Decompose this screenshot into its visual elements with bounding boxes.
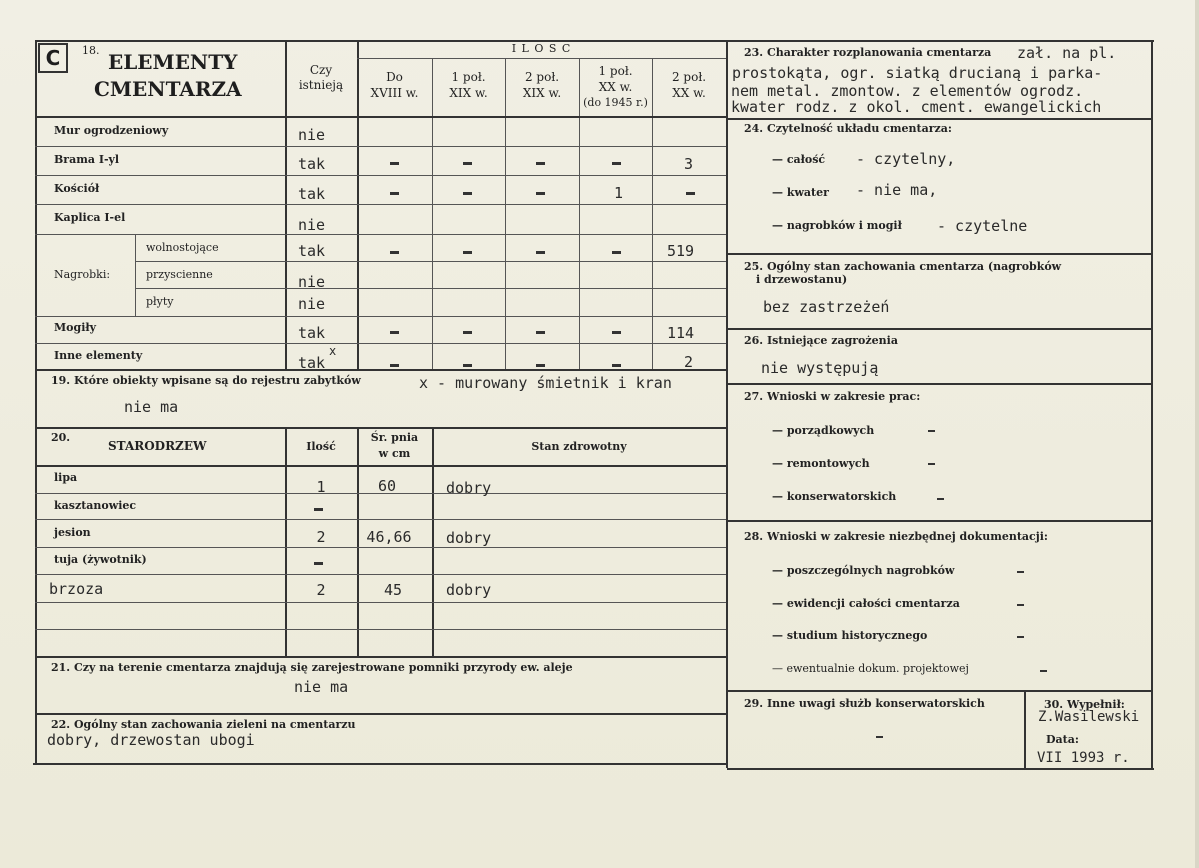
tree-name: lipa bbox=[54, 471, 78, 484]
col-line-p3 bbox=[505, 58, 506, 370]
s26-label: 26. Istniejące zagrożenia bbox=[744, 334, 898, 347]
dash-mark bbox=[390, 162, 399, 165]
dash-mark bbox=[612, 364, 621, 367]
tree-diameter: 60 bbox=[377, 477, 397, 495]
nagrobki-divider bbox=[135, 234, 136, 316]
period-header-5-l2: XX w. bbox=[672, 86, 706, 100]
exists-kaplica: nie bbox=[298, 216, 326, 234]
exists-mogily: tak bbox=[298, 324, 326, 342]
brama-count: 3 bbox=[684, 155, 694, 173]
dash-mark bbox=[536, 162, 545, 165]
col-line-p2 bbox=[432, 58, 433, 370]
s30-date: VII 1993 r. bbox=[1037, 750, 1130, 766]
tree-diameter: 45 bbox=[383, 581, 403, 599]
s20-col-state bbox=[432, 427, 434, 657]
exists-mur: nie bbox=[298, 126, 326, 144]
row-label-wolnostojace: wolnostojące bbox=[146, 241, 219, 254]
dash-mark bbox=[390, 192, 399, 195]
tree-diameter: 46,66 bbox=[366, 528, 412, 546]
dash-mark bbox=[390, 331, 399, 334]
row-line bbox=[135, 261, 726, 262]
s28-item: — poszczególnych nagrobków bbox=[772, 564, 955, 577]
row-label-brama: Brama I-yl bbox=[54, 153, 120, 166]
s19-note: x - murowany śmietnik i kran bbox=[419, 374, 672, 392]
header-bottom bbox=[35, 116, 726, 118]
s20-col-dia-header-2: w cm bbox=[378, 447, 411, 460]
tree-name: jesion bbox=[54, 526, 91, 539]
s26-bottom bbox=[726, 383, 1153, 385]
s23-bottom bbox=[726, 118, 1153, 120]
title-line1: ELEMENTY bbox=[108, 50, 238, 74]
dash-mark bbox=[876, 736, 883, 738]
title-line2: CMENTARZA bbox=[94, 77, 242, 101]
dash-mark bbox=[536, 364, 545, 367]
s23-line2: prostokąta, ogr. siatką drucianą i parka- bbox=[732, 64, 1103, 82]
dash-mark bbox=[612, 162, 621, 165]
ilosc-header: I L O S C bbox=[511, 42, 572, 55]
wolnostojace-count: 519 bbox=[667, 242, 695, 260]
s21-bottom bbox=[35, 713, 726, 715]
dash-mark bbox=[536, 251, 545, 254]
row-line bbox=[135, 288, 726, 289]
exists-kosciol: tak bbox=[298, 185, 326, 203]
s28-item: — ewidencji całości cmentarza bbox=[772, 597, 960, 610]
section-letter-box: C bbox=[38, 43, 68, 73]
s23-line4: kwater rodz. z okol. cment. ewangelickich bbox=[731, 98, 1102, 116]
dash-mark bbox=[1017, 604, 1024, 606]
dash-mark bbox=[928, 463, 935, 465]
s27-item: — porządkowych bbox=[772, 424, 875, 437]
tree-state: dobry bbox=[446, 581, 492, 599]
kosciol-count: 1 bbox=[614, 184, 624, 202]
s24-calosc-label: — całość bbox=[772, 153, 826, 166]
dash-mark bbox=[463, 192, 472, 195]
section-number: 18. bbox=[82, 44, 100, 57]
s25-label-1: 25. Ogólny stan zachowania cmentarza (nagrobków bbox=[744, 260, 1062, 273]
period-header-5-l1: 2 poł. bbox=[671, 70, 707, 84]
s23-line1: zał. na pl. bbox=[1017, 44, 1117, 62]
s23-line3: nem metal. zmontow. z elementów ogrodz. bbox=[731, 82, 1084, 100]
exists-inne: tak bbox=[298, 354, 326, 369]
dash-mark bbox=[390, 364, 399, 367]
period-header-4-l3: (do 1945 r.) bbox=[583, 96, 648, 109]
tree-qty: 1 bbox=[316, 478, 326, 496]
row-label-przyscienne: przyscienne bbox=[146, 268, 213, 281]
s27-label: 27. Wnioski w zakresie prac: bbox=[744, 390, 921, 403]
exists-col-header-2: istnieją bbox=[298, 78, 344, 92]
s24-label: 24. Czytelność układu cmentarza: bbox=[744, 122, 952, 135]
s27-item: — konserwatorskich bbox=[772, 490, 897, 503]
frame-right bbox=[1151, 40, 1153, 768]
dash-mark bbox=[1017, 636, 1024, 638]
tree-state: dobry bbox=[446, 479, 492, 497]
s28-item: — studium historycznego bbox=[772, 629, 928, 642]
exists-col-header-1: Czy bbox=[309, 63, 333, 77]
s22-label: 22. Ogólny stan zachowania zieleni na cmentarzu bbox=[51, 718, 356, 731]
s22-value: dobry, drzewostan ubogi bbox=[47, 731, 255, 749]
s30-date-label: Data: bbox=[1046, 733, 1079, 746]
s25-bottom bbox=[726, 328, 1153, 330]
row-label-plyty: płyty bbox=[146, 295, 174, 308]
s20-col-qty-header: Ilość bbox=[306, 440, 336, 453]
s30-label: 30. Wypełnił: bbox=[1044, 698, 1125, 711]
row-line bbox=[35, 629, 726, 630]
period-header-1-l2: XVIII w. bbox=[370, 86, 419, 100]
dash-mark bbox=[390, 251, 399, 254]
row-line bbox=[35, 204, 726, 205]
dash-mark bbox=[463, 364, 472, 367]
inne-footnote-mark: x bbox=[329, 344, 337, 358]
period-header-2-l2: XIX w. bbox=[449, 86, 488, 100]
period-header-4-l2: XX w. bbox=[598, 80, 633, 94]
s27-item: — remontowych bbox=[772, 457, 870, 470]
inne-count: 2 bbox=[684, 353, 694, 369]
col-line-p5 bbox=[652, 58, 653, 370]
period-header-1-l1: Do bbox=[386, 70, 403, 84]
period-header-3-l1: 2 poł. bbox=[524, 70, 560, 84]
s21-value: nie ma bbox=[294, 678, 349, 696]
s24-bottom bbox=[726, 253, 1153, 255]
s24-kwater-label: — kwater bbox=[772, 186, 829, 199]
s24-nagrobkow-value: - czytelne bbox=[937, 217, 1028, 235]
s19-bottom bbox=[35, 427, 726, 429]
tree-qty: 2 bbox=[316, 581, 326, 599]
row-label-inne: Inne elementy bbox=[54, 349, 143, 362]
frame-bottom-left bbox=[33, 763, 727, 765]
s20-title: STARODRZEW bbox=[108, 439, 207, 453]
s29-label: 29. Inne uwagi służb konserwatorskich bbox=[744, 697, 985, 710]
dash-mark bbox=[612, 331, 621, 334]
s24-nagrobkow-label: — nagrobków i mogił bbox=[772, 219, 902, 232]
tree-name: kasztanowiec bbox=[54, 499, 137, 512]
tree-name: tuja (żywotnik) bbox=[54, 553, 147, 566]
exists-wolnostojace: tak bbox=[298, 242, 326, 260]
dash-mark bbox=[937, 498, 944, 500]
row-line bbox=[35, 343, 726, 344]
frame-bottom-right bbox=[727, 768, 1154, 770]
s19-value: nie ma bbox=[124, 398, 179, 416]
exists-brama: tak bbox=[298, 155, 326, 173]
dash-mark bbox=[463, 331, 472, 334]
s27-bottom bbox=[726, 520, 1153, 522]
s19-label: 19. Które obiekty wpisane są do rejestru zabytków bbox=[51, 374, 361, 387]
dash-mark bbox=[1017, 571, 1024, 573]
tree-name: brzoza bbox=[49, 580, 104, 598]
s28-label: 28. Wnioski w zakresie niezbędnej dokumentacji: bbox=[744, 530, 1048, 543]
period-header-4-l1: 1 poł. bbox=[598, 64, 633, 78]
row-line bbox=[35, 146, 726, 147]
dash-mark bbox=[536, 192, 545, 195]
exists-plyty: nie bbox=[298, 295, 326, 313]
s30-divider bbox=[1024, 690, 1026, 768]
s28-bottom bbox=[726, 690, 1153, 692]
s20-number: 20. bbox=[51, 431, 71, 444]
row-label-nagrobki: Nagrobki: bbox=[54, 268, 111, 281]
dash-mark bbox=[314, 508, 323, 511]
s23-label: 23. Charakter rozplanowania cmentarza bbox=[744, 46, 992, 59]
dash-mark bbox=[928, 430, 935, 432]
dash-mark bbox=[686, 192, 695, 195]
dash-mark bbox=[536, 331, 545, 334]
dash-mark bbox=[463, 251, 472, 254]
s20-bottom bbox=[35, 656, 726, 658]
row-line bbox=[35, 519, 726, 520]
s21-label: 21. Czy na terenie cmentarza znajdują się zarejestrowane pomniki przyrody ew. aleje bbox=[51, 661, 573, 674]
scan-edge bbox=[1195, 0, 1199, 868]
frame-middle bbox=[726, 40, 728, 768]
row-line bbox=[35, 602, 726, 603]
dash-mark bbox=[1040, 670, 1047, 672]
row-label-kaplica: Kaplica I-el bbox=[54, 211, 126, 224]
tree-state: dobry bbox=[446, 529, 492, 547]
row-line bbox=[35, 316, 726, 317]
row-label-mur: Mur ogrodzeniowy bbox=[54, 124, 169, 137]
s20-col-dia-header-1: Śr. pnia bbox=[370, 431, 419, 444]
s28-item: — ewentualnie dokum. projektowej bbox=[772, 662, 969, 675]
exists-przyscienne: nie bbox=[298, 273, 326, 291]
s20-col-state-header: Stan zdrowotny bbox=[531, 440, 627, 453]
s26-value: nie występują bbox=[761, 359, 879, 377]
row-line bbox=[35, 234, 726, 235]
row-line bbox=[35, 547, 726, 548]
period-header-2-l1: 1 poł. bbox=[451, 70, 486, 84]
s24-calosc-value: - czytelny, bbox=[856, 150, 956, 168]
row-line bbox=[35, 175, 726, 176]
s25-label-2: i drzewostanu) bbox=[756, 273, 848, 286]
period-header-3-l2: XIX w. bbox=[522, 86, 562, 100]
ilosc-underline bbox=[357, 58, 726, 59]
mogily-count: 114 bbox=[667, 324, 695, 342]
dash-mark bbox=[463, 162, 472, 165]
row-label-mogily: Mogiły bbox=[54, 321, 97, 334]
dash-mark bbox=[612, 251, 621, 254]
s20-header-bottom bbox=[35, 465, 726, 467]
dash-mark bbox=[314, 562, 323, 565]
elements-bottom bbox=[35, 369, 726, 371]
s24-kwater-value: - nie ma, bbox=[856, 181, 938, 199]
row-label-kosciol: Kościół bbox=[54, 182, 100, 195]
row-line bbox=[35, 574, 726, 575]
s25-value: bez zastrzeżeń bbox=[763, 298, 890, 316]
tree-qty: 2 bbox=[316, 528, 326, 546]
s30-name: Z.Wasilewski bbox=[1038, 709, 1140, 725]
